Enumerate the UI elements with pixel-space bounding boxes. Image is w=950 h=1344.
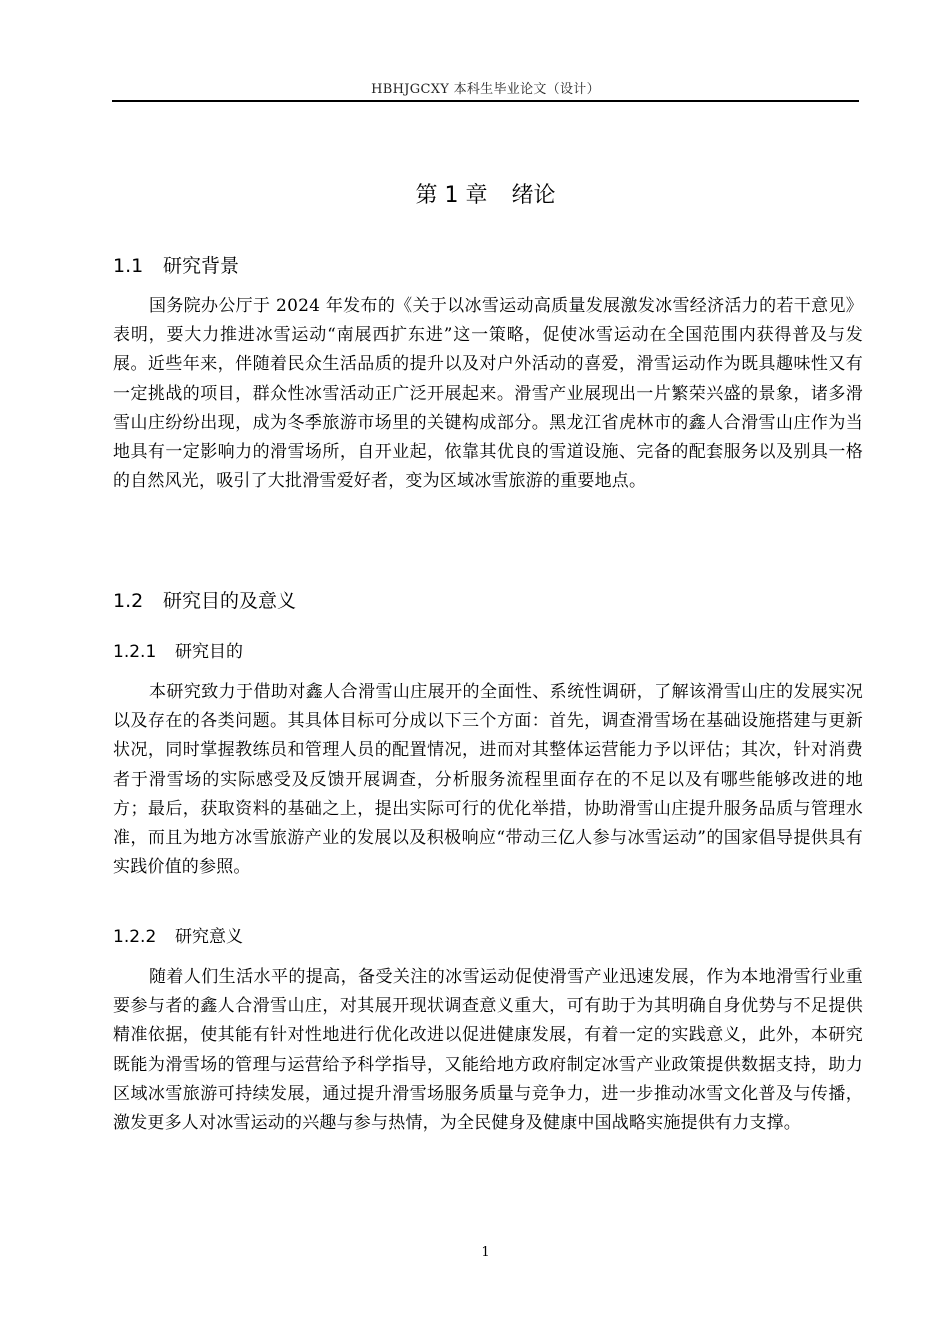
paragraph-research-background: 国务院办公厅于 2024 年发布的《关于以冰雪运动高质量发展激发冰雪经济活力的若干意见》表明，要大力推进冰雪运动“南展西扩东进”这一策略，促使冰雪运动在全国范围内获得普及与发展。近些年来，伴随着民众生活品质的提升以及对户外活动的喜爱，滑雪运动作为既具趣味性又有一定挑战的项目，群众性冰雪活动正广泛开展起来。滑雪产业展现出一片繁荣兴盛的景象，诸多滑雪山庄纷纷出现，成为冬季旅游市场里的关键构成部分。黑龙江省虎林市的鑫人合滑雪山庄作为当地具有一定影响力的滑雪场所，自开业起，依靠其优良的雪道设施、完备的配套服务以及别具一格的自然风光，吸引了大批滑雪爱好者，变为区域冰雪旅游的重要地点。 [113,296,863,492]
subsection-title: 研究目的 [175,642,243,662]
paragraph-research-purpose: 本研究致力于借助对鑫人合滑雪山庄展开的全面性、系统性调研，了解该滑雪山庄的发展实况以及存在的各类问题。其具体目标可分成以下三个方面：首先，调查滑雪场在基础设施搭建与更新状况，同时掌握教练员和管理人员的配置情况，进而对其整体运营能力予以评估；其次，针对消费者于滑雪场的实际感受及反馈开展调查，分析服务流程里面存在的不足以及有哪些能够改进的地方；最后，获取资料的基础之上，提出实际可行的优化举措，协助滑雪山庄提升服务品质与管理水准，而且为地方冰雪旅游产业的发展以及积极响应“带动三亿人参与冰雪运动”的国家倡导提供具有实践价值的参照。 [113,682,863,878]
subsection-heading-1-2-2 [113,925,243,949]
chapter-heading [112,181,859,211]
page-number: 1 [481,1245,490,1260]
paragraph-research-significance: 随着人们生活水平的提高，备受关注的冰雪运动促使滑雪产业迅速发展，作为本地滑雪行业重要参与者的鑫人合滑雪山庄，对其展开现状调查意义重大，可有助于为其明确自身优势与不足提供精准依据，使其能有针对性地进行优化改进以促进健康发展，有着一定的实践意义，此外，本研究既能为滑雪场的管理与运营给予科学指导，又能给地方政府制定冰雪产业政策提供数据支持，助力区域冰雪旅游可持续发展，通过提升滑雪场服务质量与竞争力，进一步推动冰雪文化普及与传播，激发更多人对冰雪运动的兴趣与参与热情，为全民健身及健康中国战略实施提供有力支撑。 [113,967,863,1134]
chapter-title: 绪论 [511,183,556,208]
subsection-title: 研究意义 [175,927,243,947]
section-title: 研究目的及意义 [163,590,297,612]
subsection-number: 1.2.1 [113,642,157,662]
running-header: HBHJGCXY 本科生毕业论文（设计） [371,82,600,97]
subsection-number: 1.2.2 [113,927,157,947]
section-title: 研究背景 [163,255,240,277]
header-rule [112,100,859,102]
subsection-heading-1-2-1 [113,640,243,664]
section-number: 1.2 [113,590,144,612]
chapter-number: 第 1 章 [415,183,488,208]
section-number: 1.1 [113,255,144,277]
section-heading-1-2 [113,588,296,614]
section-heading-1-1 [113,253,239,279]
